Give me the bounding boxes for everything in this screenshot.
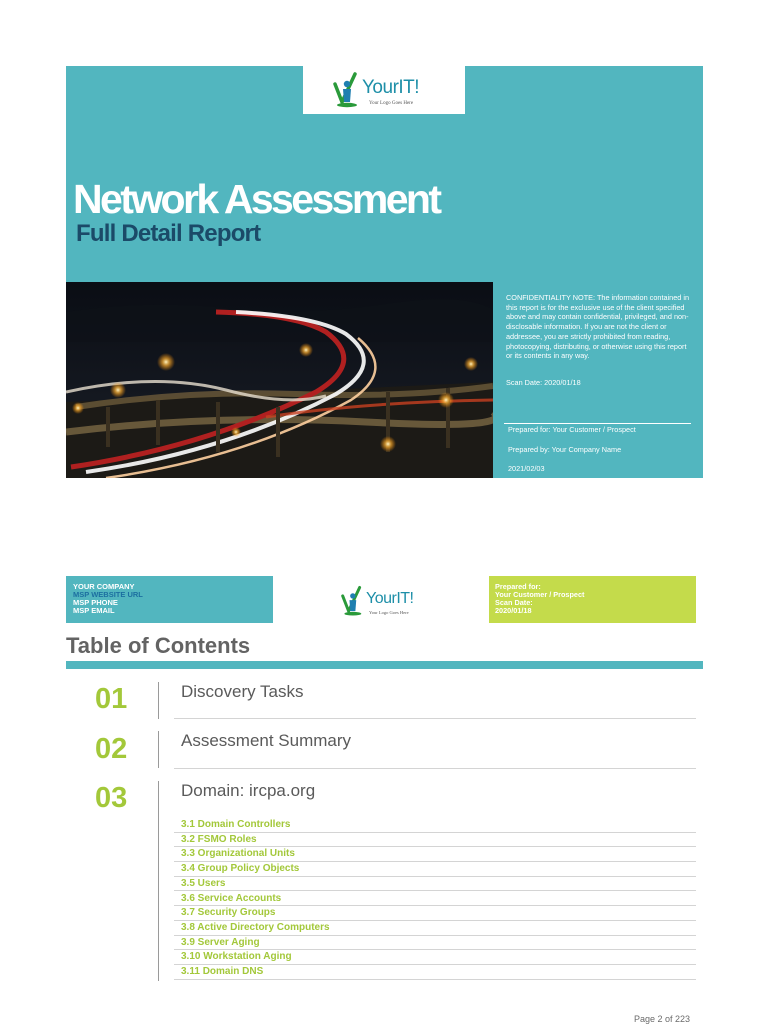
prepared-for-value: Your Customer / Prospect [495, 590, 585, 599]
cover-prepared-for: Prepared for: Your Customer / Prospect [508, 425, 636, 434]
cover-page [66, 66, 703, 478]
logo-brand: YourIT! [362, 77, 420, 98]
cover-logo [303, 66, 465, 114]
cover-prepared-by: Prepared by: Your Company Name [508, 445, 622, 454]
company-name: YOUR COMPANY [73, 582, 135, 591]
toc-subsection-label[interactable]: 3.1 Domain Controllers [181, 819, 291, 830]
toc-section-label[interactable]: Assessment Summary [181, 731, 352, 750]
cover-date: 2021/02/03 [508, 464, 545, 473]
toc-subsection[interactable] [174, 892, 696, 907]
cover-scan-date: Scan Date: 2020/01/18 [506, 378, 581, 387]
report-title: Network Assessment [73, 176, 440, 222]
confidentiality-note: CONFIDENTIALITY NOTE: The information contained in this report is for the exclusive use of the client specified above and may contain confidential, privileged, and non-disclosable information. If you are not the client or addressee, you are strictly prohibited from reading, photocopying, distributing, or otherwise using this report or its contents in any way. [506, 293, 690, 361]
toc-subsection-label[interactable]: 3.9 Server Aging [181, 936, 260, 948]
yourit-logo-icon [333, 72, 359, 108]
prepared-for-label: Prepared for: [495, 582, 541, 591]
highway-night-photo [66, 282, 493, 478]
toc-subsection[interactable] [174, 847, 696, 862]
toc-section-number: 01 [95, 683, 128, 715]
toc-subsection-label[interactable]: 3.11 Domain DNS [181, 966, 264, 977]
toc-divider [158, 781, 159, 981]
toc-subsection-label[interactable]: 3.4 Group Policy Objects [181, 863, 300, 875]
toc-subsection[interactable] [174, 921, 696, 936]
toc-section-label[interactable]: Discovery Tasks [181, 682, 304, 701]
toc-section-number: 02 [95, 733, 128, 765]
header-logo [315, 581, 465, 621]
toc-subsection-label[interactable]: 3.8 Active Directory Computers [181, 921, 330, 933]
logo-tagline: Your Logo Goes Here [369, 101, 414, 106]
toc-subsection[interactable] [174, 833, 696, 848]
report-subtitle: Full Detail Report [76, 220, 261, 247]
toc-section-number: 03 [95, 782, 128, 814]
toc-section-label[interactable]: Domain: ircpa.org [181, 781, 316, 800]
scan-date-value: 2020/01/18 [495, 606, 532, 615]
cover-divider [504, 423, 691, 424]
toc-subsection[interactable] [174, 906, 696, 921]
toc-separator [174, 718, 696, 719]
page-number: Page 2 of 223 [634, 1014, 691, 1024]
toc-divider [158, 731, 159, 768]
toc-subsection[interactable] [174, 818, 696, 833]
toc-subsection-label[interactable]: 3.7 Security Groups [181, 907, 276, 919]
toc-subsection[interactable] [174, 877, 696, 892]
toc-subsection[interactable] [174, 862, 696, 877]
toc-title-bar [66, 661, 703, 669]
toc-subsection[interactable] [174, 950, 696, 965]
msp-email: MSP EMAIL [73, 606, 115, 615]
toc-subsection[interactable] [174, 965, 696, 980]
logo-tagline: Your Logo Goes Here [369, 610, 409, 615]
msp-website-link[interactable]: MSP WEBSITE URL [73, 590, 143, 599]
prepared-for-block [489, 576, 696, 623]
toc-subsection-label[interactable]: 3.2 FSMO Roles [181, 833, 257, 845]
toc-subsection-label[interactable]: 3.6 Service Accounts [181, 892, 282, 904]
company-info-block [66, 576, 273, 623]
msp-phone: MSP PHONE [73, 598, 118, 607]
yourit-logo-icon [341, 585, 363, 617]
scan-date-label: Scan Date: [495, 598, 533, 607]
toc-title: Table of Contents [66, 633, 251, 658]
toc-subsection[interactable] [174, 936, 696, 951]
toc-subsection-label[interactable]: 3.3 Organizational Units [181, 848, 295, 860]
logo-brand: YourIT! [366, 590, 414, 607]
toc-subsection-label[interactable]: 3.10 Workstation Aging [181, 951, 292, 963]
toc-separator [174, 768, 696, 769]
toc-subsection-label[interactable]: 3.5 Users [181, 877, 226, 889]
toc-divider [158, 682, 159, 719]
